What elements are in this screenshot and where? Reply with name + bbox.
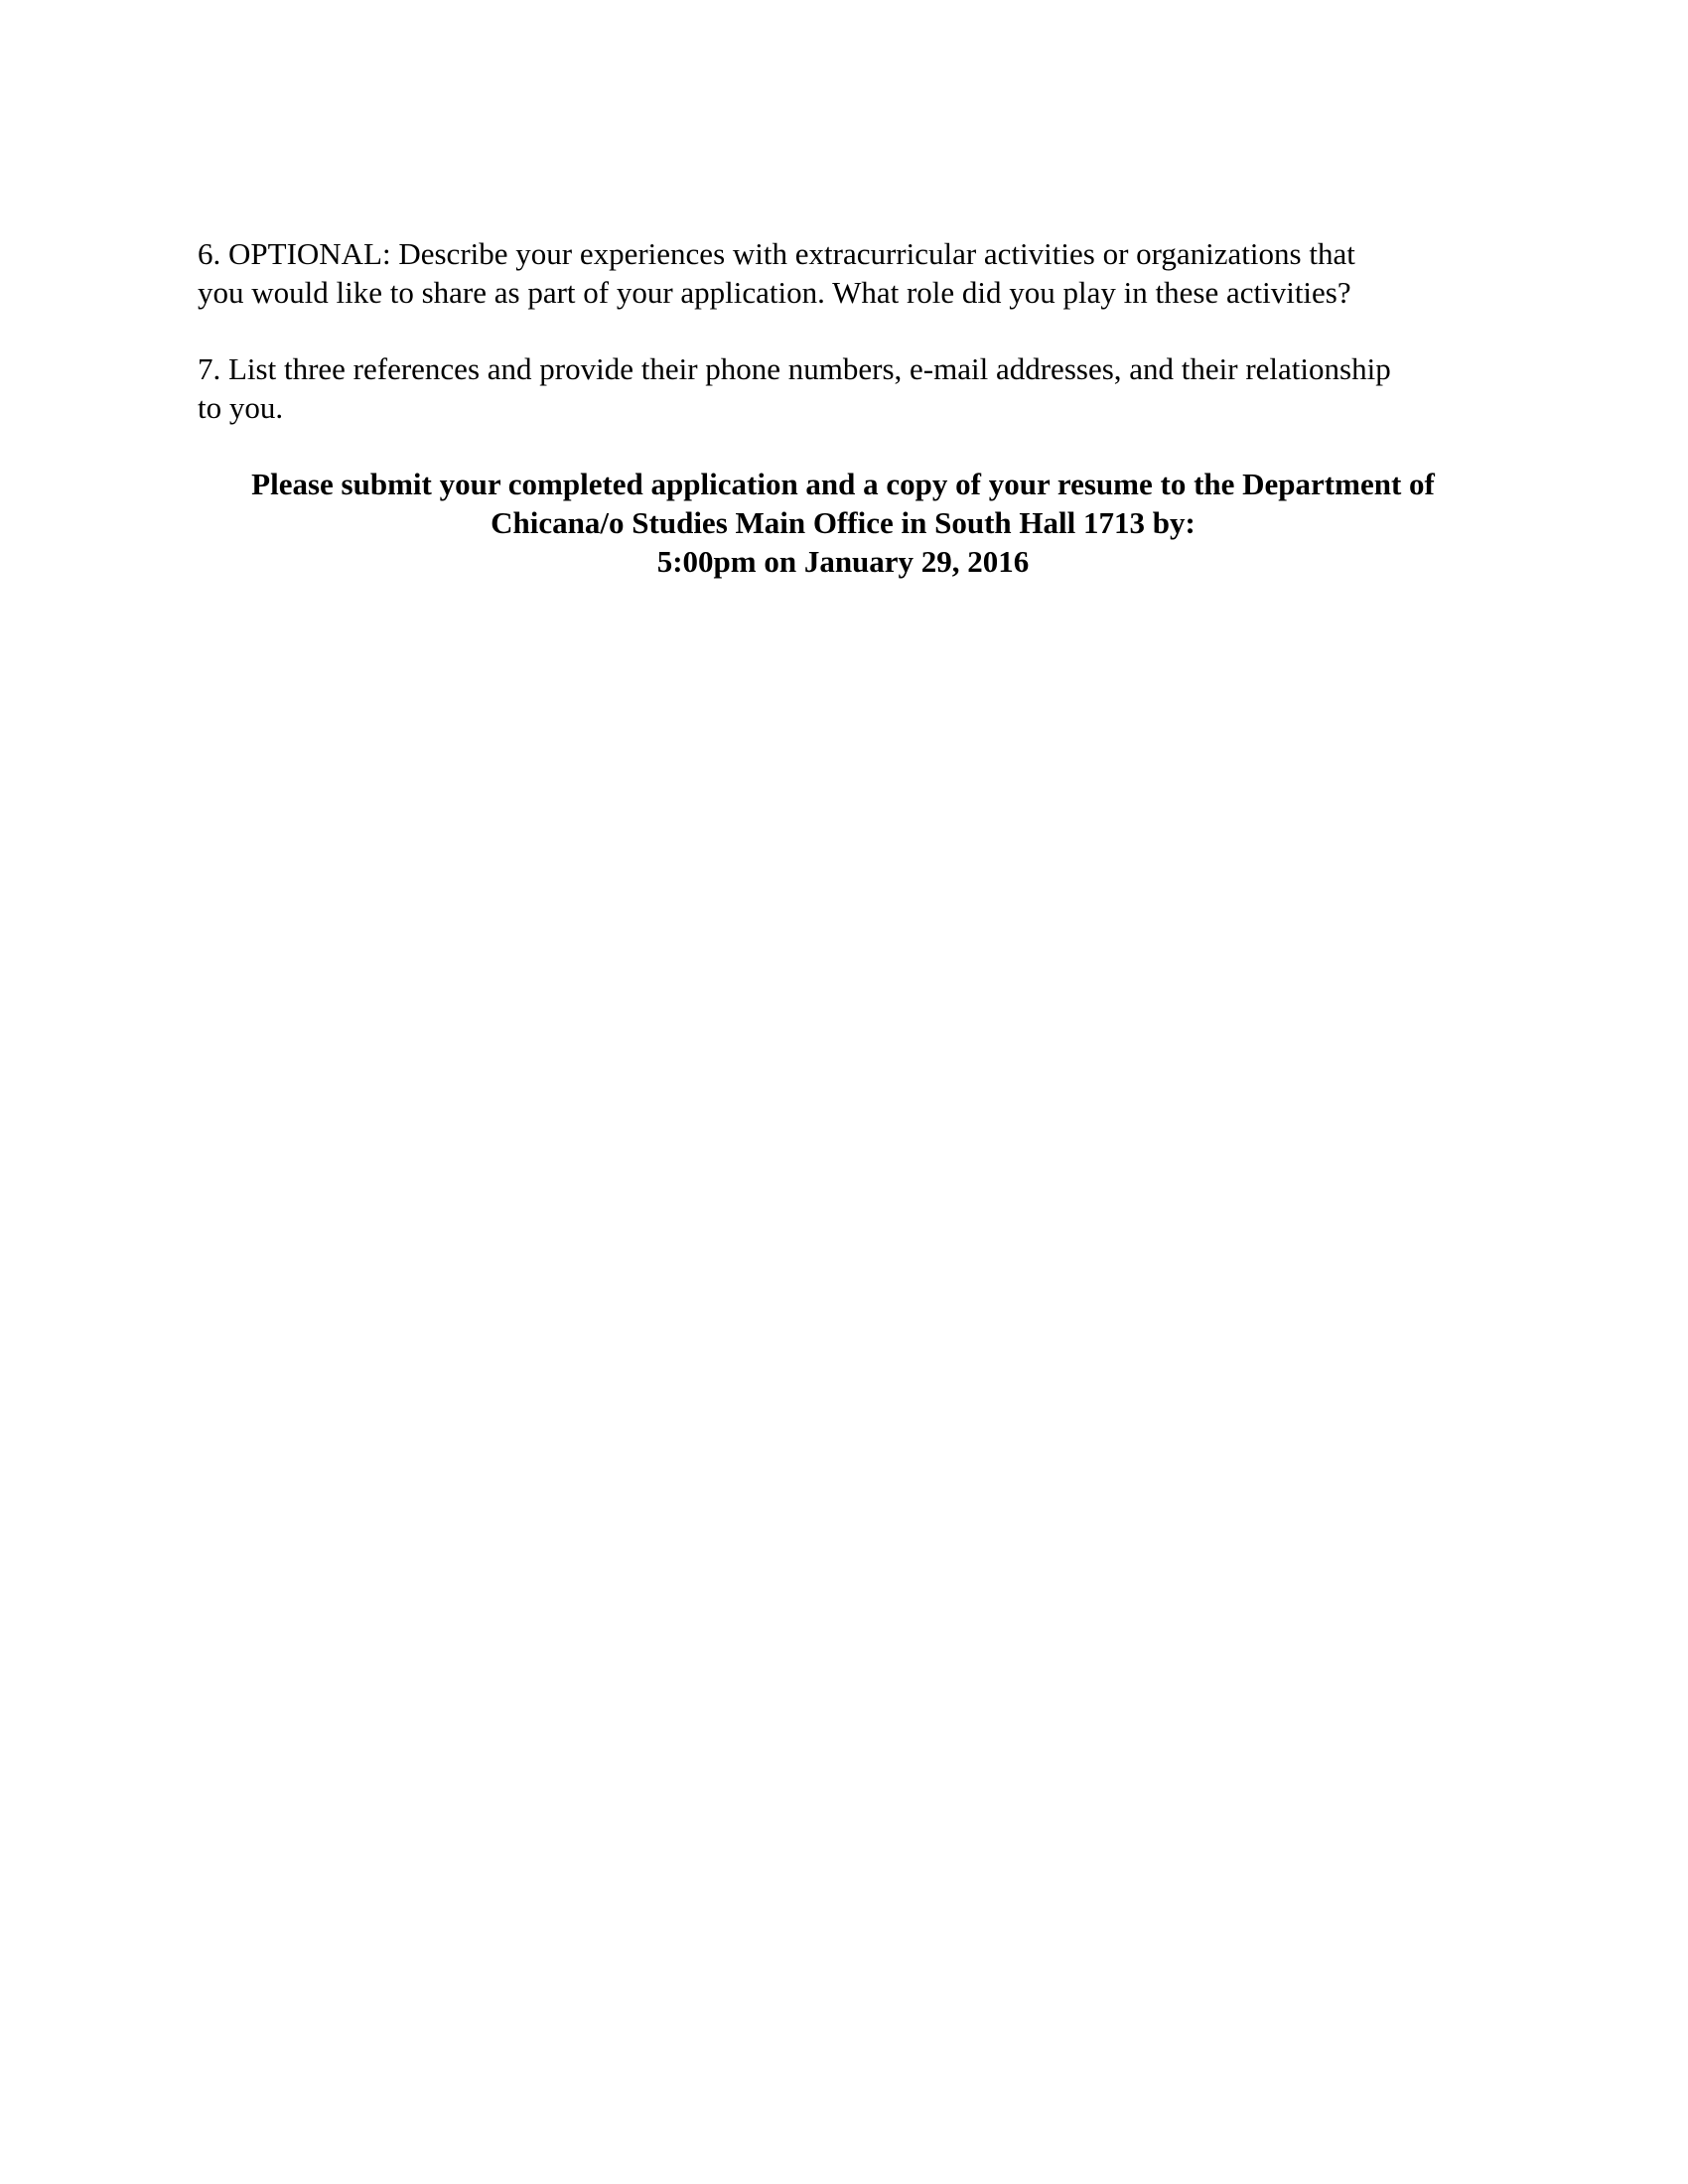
submission-line-1: Please submit your completed application and a copy of your resume to the Department of [251,467,1435,501]
question-7-line-1: 7. List three references and provide their phone numbers, e-mail addresses, and their relationship [198,351,1391,386]
question-7-line-2: to you. [198,390,284,425]
page-content [198,234,1488,581]
submission-line-2: Chicana/o Studies Main Office in South Hall 1713 by: [491,505,1196,540]
question-6 [198,234,1488,312]
question-7 [198,349,1488,427]
submission-instructions [198,465,1488,581]
submission-deadline: 5:00pm on January 29, 2016 [656,544,1030,579]
question-6-line-1: 6. OPTIONAL: Describe your experiences with extracurricular activities or organizations that [198,236,1355,271]
question-6-line-2: you would like to share as part of your application. What role did you play in these activities? [198,275,1351,310]
